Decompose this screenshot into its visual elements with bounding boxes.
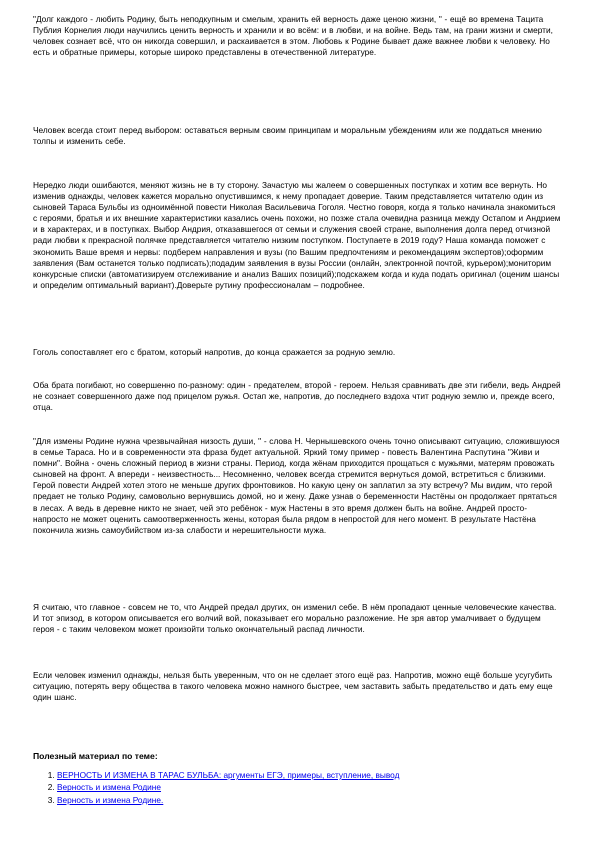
paragraph-choice: Человек всегда стоит перед выбором: оставаться верным своим принципам и моральным убеждениям или же поддаться мнению толпы и изменить себе. [33, 125, 542, 147]
useful-link-3[interactable]: Верность и измена Родине. [57, 794, 164, 805]
paragraph-opinion: Я считаю, что главное - совсем не то, что Андрей предал других, он изменил себе. В нём пропадают ценные человеческие качества. И тот эпизод, в котором описывается его волчий вой, показывает его морально разложение. Не зря автор умалчивает о будущем героя - с таким человеком может произойти только окончательный распад личности. [33, 602, 557, 635]
paragraph-intro: "Долг каждого - любить Родину, быть неподкупным и смелым, хранить ей верность даже ценою жизни, " - ещё во времена Тацита Публия Корнелия люди научились ценить верность и хранили и во всём: и в любви, и на войне. Ведь там, на грани жизни и смерти, человек сознает всё, что он никогда совершил, и раскаивается в этом. Любовь к Родине бывает даже важнее любви к человеку. Но есть и обратные примеры, которые широко представлены в отечественной литературе. [33, 14, 553, 58]
useful-links-list [33, 769, 399, 806]
paragraph-andriy: Нередко люди ошибаются, меняют жизнь не в ту сторону. Зачастую мы жалеем о совершенных поступках и хотим все вернуть. Но изменив однажды, человек кажется морально опустившимся, к нему пропадает доверие. Таким представляется читателю один из сыновей Тараса Бульбы из одноимённой повести Николая Васильевича Гоголя. Честно говоря, когда я только начинала знакомиться с героями, братья и их внешние характеристики казались очень похожи, но позже стала очевидна разница между Остапом и Андрием и в характерах, и в поступках. Выбор Андрия, отказавшегося от семьи и служения своей стране, выполнения долга перед отчизной ради любви к прекрасной полячке представляется читателю низким поступком. Поступаете в 2019 году? Наша команда поможет с экономить Ваше время и нервы: подберем направления и вузы (по Вашим предпочтениям и рекомендациям экспертов);оформим заявления (Вам останется только подписать);подадим заявления в вузы России (онлайн, электронной почтой, курьером);мониторим конкурсные списки (автоматизируем отслеживание и анализ Ваших позиций);подскажем когда и куда подать оригинал (оценим шансы и определим оптимальный вариант).Доверьте рутину профессионалам – подробнее. [33, 180, 561, 290]
useful-material-heading: Полезный материал по теме: [33, 751, 158, 761]
paragraph-brothers: Оба брата погибают, но совершенно по-разному: один - предателем, второй - героем. Нельзя сравнивать две эти гибели, ведь Андрей не сознает совершенного даже под прицелом ружья. Остап же, напротив, до последнего вздоха чтит родную землю и, прежде всего, отца. [33, 380, 561, 413]
paragraph-conclusion: Если человек изменил однажды, нельзя быть уверенным, что он не сделает этого ещё раз. Напротив, можно ещё больше усугубить ситуацию, потерять веру общества в такого человека можно намного быстрее, чем заставить забыть предательство и дать ему еще один шанс. [33, 670, 553, 703]
paragraph-gogol: Гоголь сопоставляет его с братом, который напротив, до конца сражается за родную землю. [33, 347, 396, 357]
list-item [57, 769, 399, 781]
list-item [57, 794, 399, 806]
useful-link-1[interactable]: ВЕРНОСТЬ И ИЗМЕНА В ТАРАС БУЛЬБА: аргументы ЕГЭ, примеры, вступление, вывод [57, 770, 400, 780]
useful-link-2[interactable]: Верность и измена Родине [57, 782, 162, 793]
paragraph-rasputin: "Для измены Родине нужна чрезвычайная низость души, " - слова Н. Чернышевского очень точно описывают ситуацию, сложившуюся в семье Тараса. Но и в современности эта фраза будет актуальной. Яркий тому пример - повесть Валентина Распутина "Живи и помни". Война - очень сложный период в жизни страны. Период, когда жёнам приходится прощаться с мужьями, матерям провожать сыновей на фронт. А впереди - неизвестность... Несомненно, человек всегда стремится вернуться домой, встретиться с близкими. Герой повести Андрей хотел этого не меньше других фронтовиков. Но какую цену он заплатил за эту встречу? Мы видим, что герой предает не только Родину, самовольно вернувшись домой, но и жену. Даже узнав о беременности Настёны он продолжает прятаться в лесах. А ведь в деревне никто не знает, чей это ребёнок - муж Настены в это время должен быть на войне. Андрей просто-напросто не может оценить самоотверженность жены, которая была рядом в непростой для него момент. В результате Настёна покончила жизнь самоубийством из-за слабости и нерешительности мужа. [33, 436, 560, 535]
list-item [57, 781, 399, 793]
